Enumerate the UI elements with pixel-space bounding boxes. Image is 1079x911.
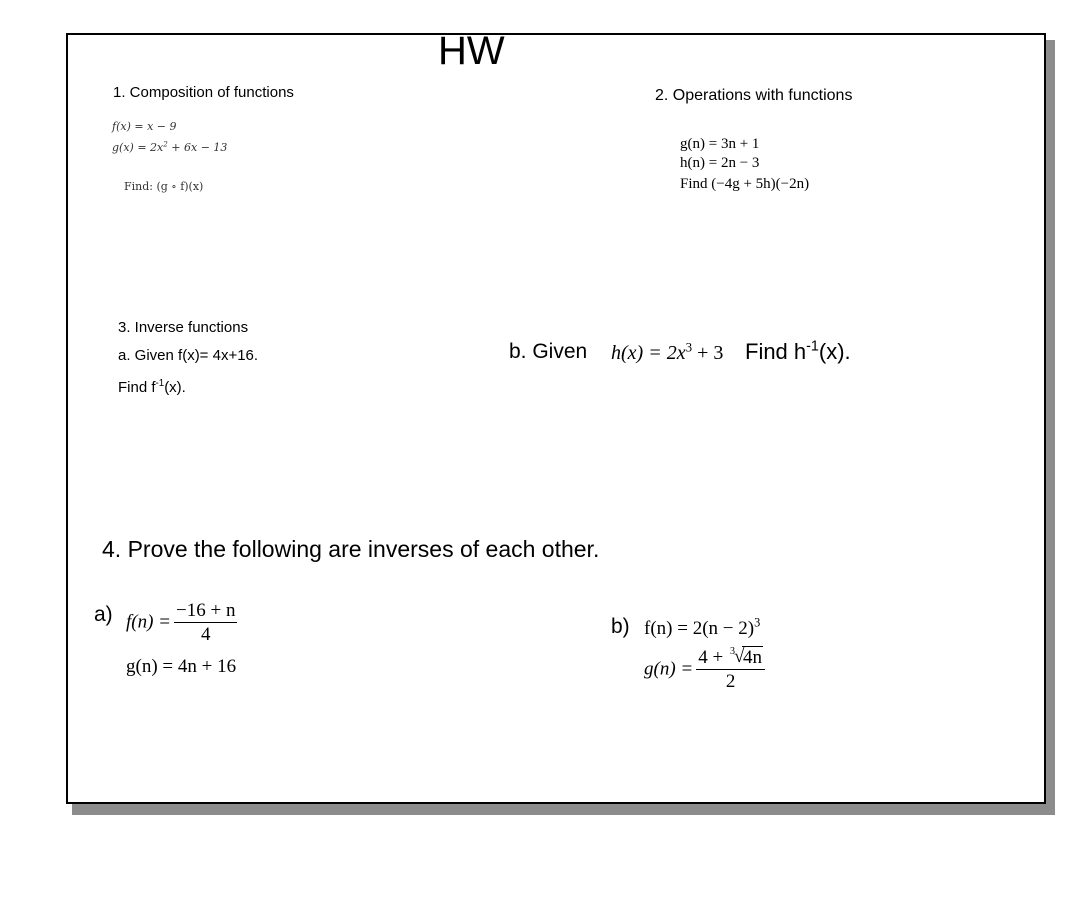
problem-2-g-definition: g(n) = 3n + 1	[680, 136, 760, 152]
problem-1-g-definition	[112, 140, 227, 155]
problem-4-part-a-denominator: 4	[200, 624, 211, 645]
problem-3-heading: 3. Inverse functions	[118, 319, 249, 336]
problem-3-part-b-function	[611, 339, 724, 364]
problem-1-f-definition	[112, 119, 177, 134]
problem-3-part-b-label: b. Given	[509, 340, 588, 363]
problem-4-part-b-g-lhs: g(n) =	[644, 658, 694, 680]
problem-1-f-lhs: f(x) =	[112, 120, 148, 133]
problem-4-part-b-f-base: f(n) = 2(n − 2)	[644, 618, 755, 639]
problem-1-heading: 1. Composition of functions	[113, 84, 294, 101]
problem-2-h-definition: h(n) = 2n − 3	[680, 155, 760, 171]
problem-4-part-b-numerator-constant: 4 +	[698, 647, 728, 668]
cube-root-index: 3	[729, 646, 735, 657]
problem-4-part-a-fraction	[174, 601, 237, 645]
problem-4-part-b-denominator: 2	[725, 671, 736, 692]
problem-4-part-a-g: g(n) = 4n + 16	[126, 656, 237, 677]
problem-4-part-a-f-lhs: f(n) =	[126, 611, 172, 633]
problem-3-part-b-find-suffix: (x).	[818, 339, 851, 364]
radical-sign-icon: √	[733, 646, 745, 667]
cube-root-radicand: 4n	[742, 647, 762, 668]
worksheet-page	[66, 29, 1046, 804]
problem-1-find: Find: (g ∘ f)(x)	[124, 180, 204, 193]
problem-3-part-b-h-lhs: h(x) = 2x	[611, 342, 686, 364]
problem-4-part-b-numerator	[696, 648, 765, 670]
problem-1-f-rhs: x − 9	[147, 120, 177, 133]
page-title: HW	[438, 29, 505, 73]
problem-4-part-b-f-exponent: 3	[754, 615, 761, 630]
problem-1-g-rhs-a: 2x	[150, 141, 164, 154]
problem-4-part-a-label: a)	[94, 603, 113, 626]
problem-3-part-a-find-exponent: -1	[155, 378, 165, 389]
problem-3-part-a-find-suffix: (x).	[164, 379, 186, 396]
problem-3-part-b-find-prefix: Find h	[745, 339, 807, 364]
problem-3-part-a-given: a. Given f(x)= 4x+16.	[118, 347, 259, 364]
problem-3-part-a-find	[118, 379, 186, 397]
problem-4-part-b-f	[644, 615, 761, 639]
problem-4-part-a-f	[126, 601, 237, 645]
problem-1-g-rhs-b: + 6x − 13	[167, 141, 228, 154]
problem-3-part-b-h-rhs: + 3	[692, 342, 724, 364]
problem-4-part-a-numerator: −16 + n	[176, 600, 236, 621]
problem-3-part-b-find-exponent: -1	[806, 338, 819, 355]
problem-3-part-a-find-prefix: Find f	[118, 379, 156, 396]
problem-1-g-exponent: 2	[163, 139, 168, 149]
problem-3-part-b-h-exponent: 3	[685, 339, 693, 355]
problem-2-heading: 2. Operations with functions	[655, 87, 853, 104]
problem-3-part-b-find	[745, 339, 851, 365]
problem-4-part-b-fraction	[696, 648, 765, 692]
problem-2-find: Find (−4g + 5h)(−2n)	[680, 176, 810, 192]
problem-4-part-b-g	[644, 648, 765, 692]
cube-root	[728, 648, 763, 668]
problem-4-part-b-label: b)	[611, 615, 630, 638]
problem-1-g-lhs: g(x) =	[112, 141, 151, 154]
problem-4-heading: 4. Prove the following are inverses of each other.	[102, 536, 600, 562]
